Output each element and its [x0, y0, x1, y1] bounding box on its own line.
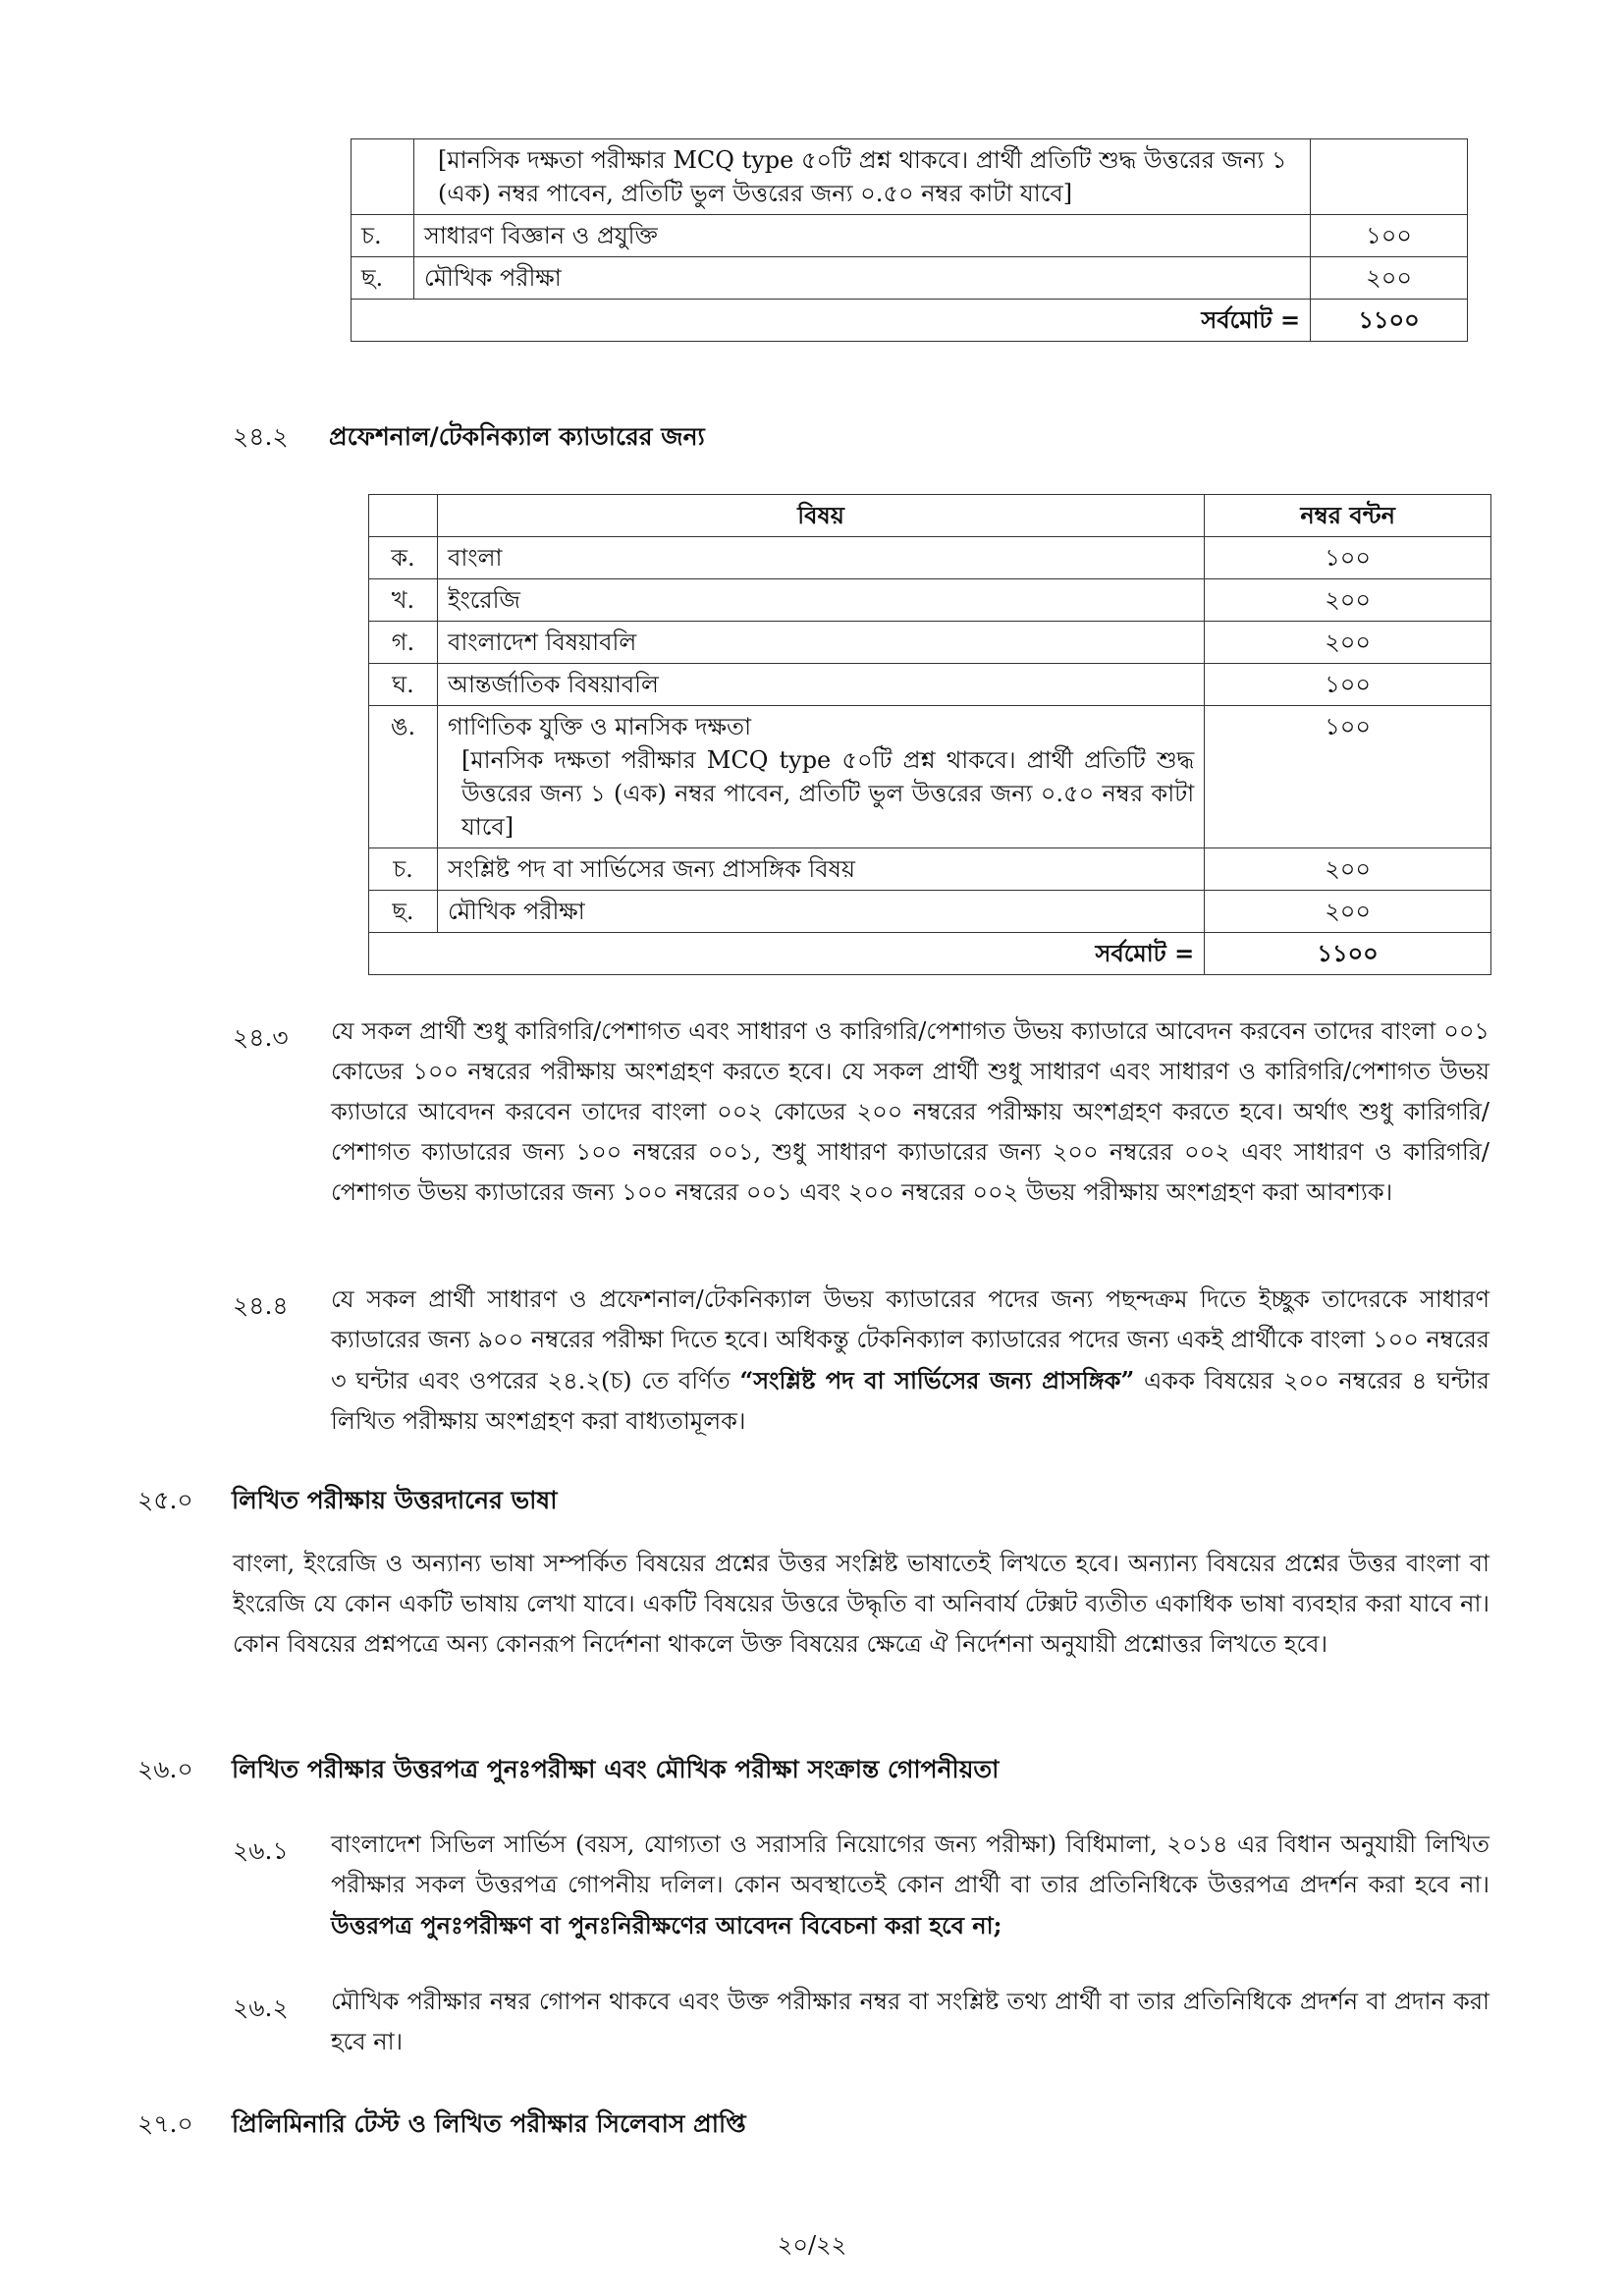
table-row	[352, 257, 1468, 300]
paragraph-text: একক বিষয়ের ২০০ নম্বরের ৪ ঘন্টার লিখিত পরীক্ষায় অংশগ্রহণ করা বাধ্যতামূলক।	[331, 1367, 1489, 1435]
section-number: ২৭.০	[137, 2109, 193, 2138]
section-paragraph: বাংলা, ইংরেজি ও অন্যান্য ভাষা সম্পর্কিত বিষয়ের প্রশ্নের উত্তর সংশ্লিষ্ট ভাষাতেই লিখতে হবে। অন্যান্য বিষয়ের প্রশ্নের উত্তর বাংলা বা ইংরেজি যে কোন একটি ভাষায় লেখা যাবে। একটি বিষয়ের উত্তরে উদ্ধৃতি বা অনিবার্য টেক্সট ব্যতীত একাধিক ভাষা ব্যবহার করা যাবে না। কোন বিষয়ের প্রশ্নপত্রে অন্য কোনরূপ নির্দেশনা থাকলে উক্ত বিষয়ের ক্ষেত্রে ঐ নির্দেশনা অনুযায়ী প্রশ্নোত্তর লিখতে হবে।	[233, 1550, 1489, 1658]
row-marks: ১০০	[1311, 215, 1468, 257]
total-label: সর্বমোট =	[369, 933, 1205, 975]
row-note: [মানসিক দক্ষতা পরীক্ষার MCQ type ৫০টি প্রশ্ন থাকবে। প্রার্থী প্রতিটি শুদ্ধ উত্তরের জন্য ১ (এক) নম্বর পাবেন, প্রতিটি ভুল উত্তরের জন্য ০.৫০ নম্বর কাটা যাবে]	[460, 746, 1195, 841]
section-number: ২৫.০	[137, 1486, 193, 1514]
row-marks: ২০০	[1311, 257, 1468, 300]
row-subject: গাণিতিক যুক্তি ও মানসিক দক্ষতা	[447, 713, 752, 740]
row-code: চ.	[369, 848, 438, 891]
section-paragraph: যে সকল প্রার্থী শুধু কারিগরি/পেশাগত এবং সাধারণ ও কারিগরি/পেশাগত উভয় ক্যাডারে আবেদন করবেন তাদের বাংলা ০০১ কোডের ১০০ নম্বরের পরীক্ষায় অংশগ্রহণ করতে হবে। যে সকল প্রার্থী শুধু সাধারণ এবং সাধারণ ও কারিগরি/পেশাগত উভয় ক্যাডারে আবেদন করবেন তাদের বাংলা ০০২ কোডের ২০০ নম্বরের পরীক্ষায় অংশগ্রহণ করতে হবে। অর্থাৎ শুধু কারিগরি/পেশাগত ক্যাডারের জন্য ১০০ নম্বরের ০০১, শুধু সাধারণ ক্যাডারের জন্য ২০০ নম্বরের ০০২ এবং সাধারণ ও কারিগরি/পেশাগত উভয় ক্যাডারের জন্য ১০০ নম্বরের ০০১ এবং ২০০ নম্বরের ০০২ উভয় পরীক্ষায় অংশগ্রহণ করা আবশ্যক।	[331, 1017, 1489, 1206]
row-subject: সাধারণ বিজ্ঞান ও প্রযুক্তি	[413, 215, 1310, 257]
section-title: প্রিলিমিনারি টেস্ট ও লিখিত পরীক্ষার সিলেবাস প্রাপ্তি	[232, 2109, 746, 2138]
table-row	[352, 139, 1468, 215]
header-marks: নম্বর বন্টন	[1205, 495, 1491, 537]
section-number: ২৪.৩	[233, 1023, 289, 1052]
paragraph-emphasis: “সংশ্লিষ্ট পদ বা সার্ভিসের জন্য প্রাসঙ্গিক”	[739, 1366, 1135, 1394]
row-code	[352, 139, 414, 215]
header-code	[369, 495, 438, 537]
row-subject: বাংলাদেশ বিষয়াবলি	[437, 622, 1204, 664]
row-code: ছ.	[352, 257, 414, 300]
total-label: সর্বমোট =	[352, 300, 1311, 342]
row-subject: [মানসিক দক্ষতা পরীক্ষার MCQ type ৫০টি প্রশ্ন থাকবে। প্রার্থী প্রতিটি শুদ্ধ উত্তরের জন্য ১ (এক) নম্বর পাবেন, প্রতিটি ভুল উত্তরের জন্য ০.৫০ নম্বর কাটা যাবে]	[413, 139, 1310, 215]
row-marks	[1311, 139, 1468, 215]
section-number: ২৬.০	[137, 1755, 193, 1783]
table-row	[369, 664, 1491, 706]
total-value: ১১০০	[1205, 933, 1491, 975]
row-code: খ.	[369, 579, 438, 622]
row-subject: ইংরেজি	[437, 579, 1204, 622]
row-code: ছ.	[369, 891, 438, 933]
row-subject: মৌখিক পরীক্ষা	[437, 891, 1204, 933]
row-marks: ২০০	[1205, 622, 1491, 664]
section-number: ২৬.২	[233, 1994, 289, 2022]
section-title: লিখিত পরীক্ষার উত্তরপত্র পুনঃপরীক্ষা এবং মৌখিক পরীক্ষা সংক্রান্ত গোপনীয়তা	[232, 1755, 1000, 1783]
row-marks: ১০০	[1205, 537, 1491, 579]
header-subject: বিষয়	[437, 495, 1204, 537]
row-marks: ২০০	[1205, 579, 1491, 622]
marks-table-general	[351, 138, 1468, 342]
row-marks: ১০০	[1205, 664, 1491, 706]
table-row	[369, 537, 1491, 579]
marks-table-professional	[368, 494, 1491, 975]
section-paragraph	[331, 1825, 1489, 1946]
paragraph-emphasis: উত্তরপত্র পুনঃপরীক্ষণ বা পুনঃনিরীক্ষণের আবেদন বিবেচনা করা হবে না;	[331, 1911, 1002, 1940]
table-row	[369, 622, 1491, 664]
row-code: ক.	[369, 537, 438, 579]
row-marks: ২০০	[1205, 848, 1491, 891]
paragraph-text: বাংলাদেশ সিভিল সার্ভিস (বয়স, যোগ্যতা ও সরাসরি নিয়োগের জন্য পরীক্ষা) বিধিমালা, ২০১৪ এর বিধান অনুযায়ী লিখিত পরীক্ষার সকল উত্তরপত্র গোপনীয় দলিল। কোন অবস্থাতেই কোন প্রার্থী বা তার প্রতিনিধিকে উত্তরপত্র প্রদর্শন করা হবে না।	[331, 1831, 1489, 1898]
row-code: চ.	[352, 215, 414, 257]
section-number: ২৪.৪	[233, 1291, 289, 1320]
page-number: ২০/২২	[777, 2231, 847, 2259]
table-total-row	[352, 300, 1468, 342]
table-total-row	[369, 933, 1491, 975]
row-code: ঙ.	[369, 706, 438, 848]
row-subject: সংশ্লিষ্ট পদ বা সার্ভিসের জন্য প্রাসঙ্গিক বিষয়	[437, 848, 1204, 891]
row-subject-cell	[437, 706, 1204, 848]
section-paragraph	[331, 1280, 1489, 1442]
row-marks: ১০০	[1205, 706, 1491, 848]
section-title: প্রফেশনাল/টেকনিক্যাল ক্যাডারের জন্য	[329, 422, 705, 451]
section-paragraph: মৌখিক পরীক্ষার নম্বর গোপন থাকবে এবং উক্ত পরীক্ষার নম্বর বা সংশ্লিষ্ট তথ্য প্রার্থী বা তার প্রতিনিধিকে প্রদর্শন বা প্রদান করা হবে না।	[331, 1988, 1489, 2055]
total-value: ১১০০	[1311, 300, 1468, 342]
table-row	[369, 848, 1491, 891]
section-number: ২৪.২	[233, 422, 289, 451]
row-subject: মৌখিক পরীক্ষা	[413, 257, 1310, 300]
row-code: গ.	[369, 622, 438, 664]
table-row	[369, 579, 1491, 622]
table-header	[369, 495, 1491, 537]
row-marks: ২০০	[1205, 891, 1491, 933]
table-row	[369, 891, 1491, 933]
row-subject: বাংলা	[437, 537, 1204, 579]
row-code: ঘ.	[369, 664, 438, 706]
table-row	[352, 215, 1468, 257]
section-number: ২৬.১	[233, 1836, 289, 1865]
table-row	[369, 706, 1491, 848]
row-subject: আন্তর্জাতিক বিষয়াবলি	[437, 664, 1204, 706]
paragraph-text: যে সকল প্রার্থী সাধারণ ও প্রফেশনাল/টেকনিক্যাল উভয় ক্যাডারের পদের জন্য পছন্দক্রম দিতে ইচ্ছুক তাদেরকে সাধারণ ক্যাডারের জন্য ৯০০ নম্বরের পরীক্ষা দিতে হবে। অধিকন্তু টেকনিক্যাল ক্যাডারের পদের জন্য একই প্রার্থীকে বাংলা ১০০ নম্বরের ৩ ঘন্টার এবং ওপরের ২৪.২(চ) তে বর্ণিত	[331, 1285, 1489, 1394]
section-title: লিখিত পরীক্ষায় উত্তরদানের ভাষা	[232, 1486, 558, 1514]
